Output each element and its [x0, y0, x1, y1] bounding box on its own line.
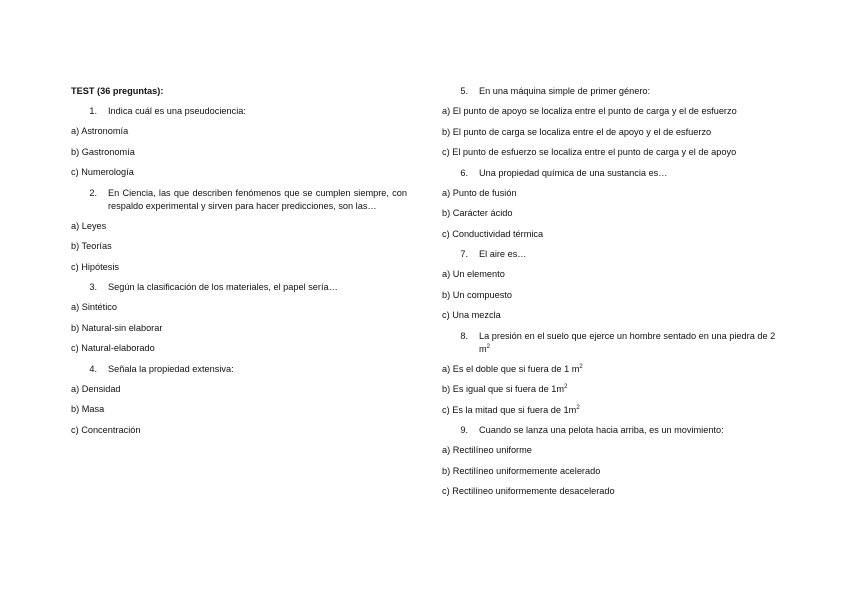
question-9 [442, 424, 782, 437]
option: b) Gastronomía [71, 146, 135, 157]
question-5 [442, 85, 782, 98]
question-text [479, 330, 782, 356]
superscript: 2 [486, 343, 490, 350]
question-text: Cuando se lanza una pelota hacia arriba, es un movimiento: [479, 425, 724, 435]
option: b) Natural-sin elaborar [71, 322, 163, 333]
option: a) Leyes [71, 220, 107, 231]
question-text: En Ciencia, las que describen fenómenos que se cumplen siempre, con respaldo experimental y sirven para hacer predicciones, son las… [108, 187, 407, 211]
question-text: En una máquina simple de primer género: [479, 86, 651, 96]
question-number: 2. [89, 187, 97, 198]
left-column [71, 85, 407, 444]
question-number: 7. [460, 249, 468, 259]
option: b) Un compuesto [442, 289, 512, 300]
option: c) Natural-elaborado [71, 343, 155, 353]
question-number: 9. [460, 425, 468, 435]
superscript: 2 [576, 404, 580, 411]
option: a) Punto de fusión [442, 187, 517, 198]
question-number: 6. [460, 167, 468, 178]
option [442, 363, 782, 376]
question-number: 5. [460, 86, 468, 96]
option: b) Rectilíneo uniformemente acelerado [442, 465, 601, 476]
option: c) Concentración [71, 424, 141, 435]
question-number: 4. [89, 363, 97, 374]
right-column [442, 85, 782, 506]
question-text: El aire es… [479, 249, 527, 259]
option: a) Rectilíneo uniforme [442, 445, 532, 455]
option: c) Conductividad térmica [442, 228, 544, 239]
option-text: b) Es igual que si fuera de 1m [442, 384, 565, 394]
option-text: c) Es la mitad que si fuera de 1m [442, 404, 577, 415]
question-text: Una propiedad química de una sustancia es… [479, 167, 668, 178]
question-text: Según la clasificación de los materiales, el papel sería… [108, 282, 338, 292]
question-1 [71, 105, 407, 118]
question-8 [442, 330, 782, 356]
question-number: 1. [89, 106, 97, 116]
question-text: Indica cuál es una pseudociencia: [108, 106, 246, 116]
option: c) Numerología [71, 167, 134, 177]
superscript: 2 [579, 363, 583, 370]
option: c) Una mezcla [442, 310, 501, 320]
superscript: 2 [564, 383, 568, 390]
question-6 [442, 167, 782, 180]
question-7 [442, 248, 782, 261]
question-text: Señala la propiedad extensiva: [108, 363, 234, 374]
option: b) El punto de carga se localiza entre el de apoyo y el de esfuerzo [442, 126, 712, 137]
option: c) El punto de esfuerzo se localiza entre el punto de carga y el de apoyo [442, 147, 737, 157]
test-title: TEST (36 preguntas): [71, 86, 164, 96]
option: a) Densidad [71, 383, 121, 394]
question-2 [71, 187, 407, 213]
option: a) Astronomía [71, 126, 129, 136]
option [442, 404, 782, 417]
option-text: a) Es el doble que si fuera de 1 m [442, 363, 580, 374]
option: b) Masa [71, 404, 105, 414]
question-text-main: La presión en el suelo que ejerce un hombre sentado en una piedra de 2 m [479, 330, 776, 354]
option: a) Un elemento [442, 269, 505, 279]
option: a) Sintético [71, 302, 117, 312]
question-number: 8. [460, 330, 468, 341]
question-3 [71, 281, 407, 294]
option: c) Hipótesis [71, 261, 119, 272]
question-4 [71, 363, 407, 376]
option [442, 383, 782, 396]
option: b) Teorías [71, 241, 112, 251]
option: a) El punto de apoyo se localiza entre el punto de carga y el de esfuerzo [442, 106, 737, 116]
option: b) Carácter ácido [442, 208, 513, 218]
option: c) Rectilíneo uniformemente desacelerado [442, 486, 615, 496]
question-number: 3. [89, 282, 97, 292]
